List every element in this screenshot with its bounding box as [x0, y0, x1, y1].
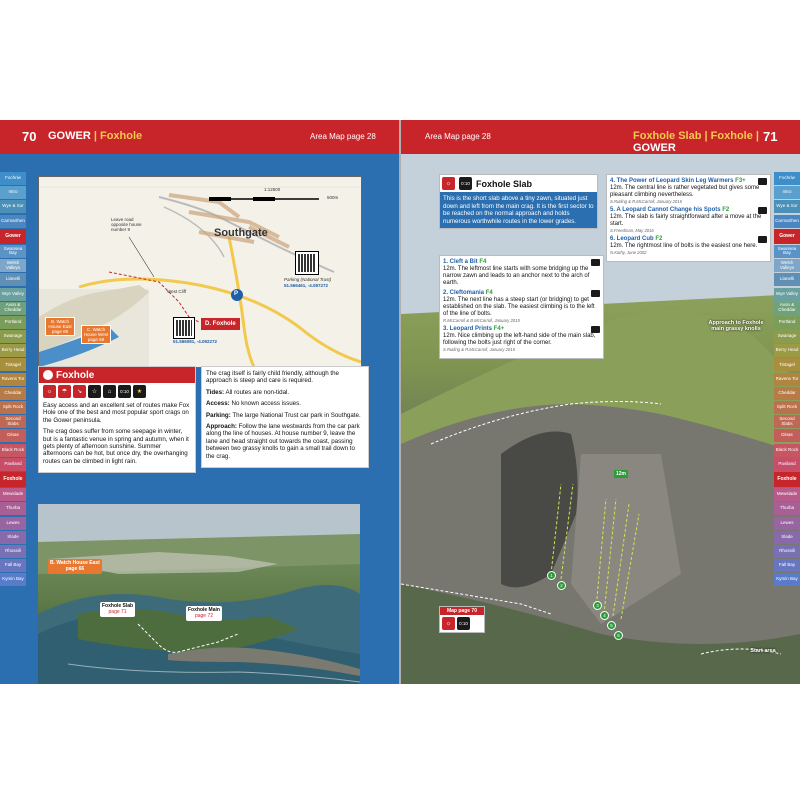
- right-tab-portland: Portland: [774, 316, 800, 329]
- access-text: No known access issues.: [229, 400, 301, 408]
- title-separator: |: [90, 130, 100, 142]
- right-tab-ravens-tor: Ravens Tor: [774, 373, 800, 386]
- left-tab-cheddar: Cheddar: [0, 387, 26, 400]
- crag-name-right: Foxhole: [710, 130, 753, 142]
- left-tab-ravens-tor: Ravens Tor: [0, 373, 26, 386]
- crag-info-box: [38, 366, 196, 473]
- left-tab-fall-bay: Fall Bay: [0, 559, 26, 572]
- right-tab-intro: Intro: [774, 186, 800, 199]
- guidebook-spread: [0, 120, 800, 684]
- crag-description-p1: Easy access and an excellent set of routes make Fox Hole one of the best and most popular sport crags on the Gower peninsula.: [43, 402, 190, 424]
- parking-note: Parking (National Trust): [284, 277, 332, 282]
- right-tab-mewslade: Mewslade: [774, 488, 800, 501]
- first-ascent: S.Freedman, May 2016: [610, 228, 654, 233]
- crag-label: D. Foxhole: [201, 318, 240, 330]
- route-name: 2. Cleftomania: [443, 290, 485, 296]
- lane-note: Leave road opposite house number 9: [111, 217, 142, 232]
- tag3-page: page 72: [194, 612, 214, 619]
- right-tab-black-rock: Black Rock: [774, 444, 800, 457]
- access-intro: The crag itself is fairly child friendly, although the approach is steep and care is required.: [206, 370, 339, 385]
- route-marker-1: 1: [547, 571, 556, 580]
- first-ascent: S.Rutling & R.McCarroll, January 2015: [443, 347, 515, 352]
- right-tab-foxhole: Foxhole: [774, 472, 800, 487]
- left-tab-kymin-bay: Kymin Bay: [0, 573, 26, 586]
- start-area-label: Start area: [750, 648, 776, 654]
- access-info: [206, 400, 364, 407]
- route-list-right: [606, 174, 771, 262]
- star-icon: ☆: [88, 385, 101, 398]
- page-number: 70: [22, 129, 37, 144]
- height-marker: 12m: [616, 471, 627, 477]
- route-grade: F4: [479, 259, 487, 265]
- title-separator-right: |: [701, 130, 711, 142]
- route-name: 6. Leopard Cub: [610, 236, 654, 242]
- route-description: 12m. The rightmost line of bolts is the easiest one here.: [610, 243, 758, 249]
- page-number-right: 71: [763, 129, 778, 144]
- map-page-label: Map page 70: [440, 607, 484, 615]
- crag-coords: 51.566081, -4.092272: [173, 339, 218, 344]
- route-entry: [610, 207, 767, 233]
- camera-icon: [591, 259, 600, 266]
- right-tab-llanelli: Llanelli: [774, 273, 800, 286]
- aerial-tag-watch-house-east: [48, 559, 102, 574]
- parking-info: [206, 412, 364, 419]
- village-label: Southgate: [214, 227, 268, 239]
- crag-description: [39, 400, 195, 472]
- right-tab-carmarthen: Carmarthen: [774, 215, 800, 228]
- crag-title-icon: [43, 370, 53, 380]
- right-page-header: [401, 120, 800, 154]
- area-map-ref-right: Area Map page 28: [425, 132, 491, 141]
- route-entry: [443, 326, 600, 352]
- route-marker-4: 4: [600, 611, 609, 620]
- route-marker-5: 5: [607, 621, 616, 630]
- crag-info-title-text: Foxhole: [56, 369, 95, 381]
- right-tab-kymin-bay: Kymin Bay: [774, 573, 800, 586]
- tag2-page: page 71: [108, 608, 127, 615]
- map-page-icons: [440, 615, 484, 632]
- family-icon: ⌂: [103, 385, 116, 398]
- route-description: 12m. The next line has a steep start (or bridging) to get established on the slab. The easiest climbing is to the left of the line of bolts.: [443, 297, 595, 317]
- tides-text: All routes are non-tidal.: [224, 388, 290, 396]
- right-tab-swanage: Swanage: [774, 330, 800, 343]
- right-tab-berry-head: Berry Head: [774, 344, 800, 357]
- sector-info-box: [439, 174, 598, 229]
- left-tab-dinas: Dinas: [0, 429, 26, 442]
- left-tab-avon-cheddar: Avon & Cheddar: [0, 302, 26, 315]
- route-grade: F4+: [493, 326, 505, 332]
- access-label: Access:: [206, 400, 230, 408]
- route-marker-2: 2: [557, 581, 566, 590]
- left-tab-gower: Gower: [0, 229, 26, 244]
- title-separator-right-2: |: [752, 130, 759, 142]
- parking-coords: 51.566461, -4.087272: [284, 283, 329, 288]
- route-entry: [443, 259, 600, 287]
- sector-title: Foxhole Slab: [476, 178, 533, 189]
- sun-icon: ☼: [43, 385, 56, 398]
- first-ascent: S.Rutling & R.McCarroll, January 2015: [610, 199, 682, 204]
- sector-name: Foxhole Slab: [633, 130, 702, 142]
- rating-icon: ★: [133, 385, 146, 398]
- scale-label: 1:12500: [264, 187, 281, 192]
- approach-label: Approach to Foxhole main grassy knolls: [708, 320, 764, 332]
- aerial-tag-foxhole-slab: [100, 602, 135, 617]
- left-tab-second-slabs: Second Slabs: [0, 415, 26, 428]
- route-grade: F3+: [735, 178, 746, 184]
- route-name: 1. Cleft a Bit: [443, 259, 478, 265]
- crag-info-title: [39, 367, 195, 383]
- left-tab-fochriw: Fochriw: [0, 172, 26, 185]
- aerial-graphic: [38, 504, 360, 684]
- right-tab-lewes: Lewes: [774, 517, 800, 530]
- camera-icon: [758, 236, 767, 243]
- right-tab-swansea-bay: Swansea Bay: [774, 245, 800, 258]
- route-description: 12m. The leftmost line starts with some bridging up the narrow zawn and leads to an anchor next to the arch of earth.: [443, 266, 590, 286]
- watch-house-east-box: B. Watch House East page 66: [45, 317, 75, 336]
- area-name-right: GOWER: [633, 142, 676, 154]
- tag1-page: page 66: [65, 565, 85, 572]
- route-marker-3: 3: [593, 601, 602, 610]
- approach-time-icon: 0:10: [118, 385, 131, 398]
- left-tab-berry-head: Berry Head: [0, 344, 26, 357]
- left-index-tabs: [0, 172, 26, 587]
- crag-icons: [39, 383, 195, 400]
- left-tab-swansea-bay: Swansea Bay: [0, 245, 26, 258]
- area-name: GOWER: [48, 130, 91, 142]
- left-tab-rhossili: Rhossili: [0, 545, 26, 558]
- first-ascent: N.Kathy, June 2002: [610, 250, 647, 255]
- left-tab-foxhole: Foxhole: [0, 472, 26, 487]
- left-tab-mewslade: Mewslade: [0, 488, 26, 501]
- access-info-box: [201, 366, 369, 468]
- right-tab-wye-sor: Wye & Sor: [774, 200, 800, 213]
- route-name: 3. Leopard Prints: [443, 326, 493, 332]
- left-tab-intro: Intro: [0, 186, 26, 199]
- left-tab-swanage: Swanage: [0, 330, 26, 343]
- right-tab-fall-bay: Fall Bay: [774, 559, 800, 572]
- left-page-header: [0, 120, 399, 154]
- left-tab-split-rock: Split Rock: [0, 401, 26, 414]
- route-entry: [610, 178, 767, 204]
- first-ascent: R.McCarroll & B.McCarroll, January 2015: [443, 318, 520, 323]
- right-tab-welsh-valleys: Welsh Valleys: [774, 259, 800, 272]
- right-page: [401, 120, 800, 684]
- right-tab-rhossili: Rhossili: [774, 545, 800, 558]
- route-description: 12m. The slab is fairly straightforward after a move at the start.: [610, 214, 762, 227]
- approach-info: [206, 423, 364, 460]
- camera-icon: [758, 178, 767, 185]
- aerial-tag-foxhole-main: [186, 606, 222, 621]
- route-marker-6: 6: [614, 631, 623, 640]
- right-tab-wye-valley: Wye Valley: [774, 288, 800, 301]
- route-grade: F2: [722, 207, 730, 213]
- steep-icon: ↘: [73, 385, 86, 398]
- left-tab-llanelli: Llanelli: [0, 273, 26, 286]
- right-tab-paviland: Paviland: [774, 458, 800, 471]
- tag1-name: B. Watch House East: [50, 560, 100, 566]
- right-tab-avon-cheddar: Avon & Cheddar: [774, 302, 800, 315]
- right-tab-cheddar: Cheddar: [774, 387, 800, 400]
- left-tab-tintagel: Tintagel: [0, 358, 26, 371]
- parking-text: The large National Trust car park in Southgate.: [230, 411, 361, 419]
- left-tab-wye-valley: Wye Valley: [0, 288, 26, 301]
- right-tab-dinas: Dinas: [774, 429, 800, 442]
- route-grade: F4: [485, 290, 493, 296]
- right-tab-slade: Slade: [774, 531, 800, 544]
- parking-icon: P: [234, 291, 239, 297]
- left-tab-paviland: Paviland: [0, 458, 26, 471]
- parking-label: Parking:: [206, 411, 231, 419]
- sector-description: This is the short slab above a tiny zawn, situated just down and left from the main crag. It is the first sector to be reached on the normal approach and holds numerous worthwhile routes in the lower grades.: [440, 192, 597, 228]
- sun-icon: ☼: [442, 177, 455, 190]
- camera-icon: [758, 207, 767, 214]
- right-tab-thurba: Thurba: [774, 502, 800, 515]
- watch-house-west-box: C. Watch House West page 68: [81, 325, 111, 344]
- map-page-box: [439, 606, 485, 633]
- left-tab-welsh-valleys: Welsh Valleys: [0, 259, 26, 272]
- left-tab-carmarthen: Carmarthen: [0, 215, 26, 228]
- camera-icon: [591, 290, 600, 297]
- left-tab-slade: Slade: [0, 531, 26, 544]
- approach-time-icon: 0:10: [459, 177, 472, 190]
- route-entry: [443, 290, 600, 323]
- page-title: [48, 130, 142, 142]
- tag3-name: Foxhole Main: [188, 607, 220, 613]
- rain-icon: ☂: [58, 385, 71, 398]
- route-list-left: [439, 255, 604, 359]
- tides-label: Tides:: [206, 388, 225, 396]
- left-tab-portland: Portland: [0, 316, 26, 329]
- scale-end-label: 500m: [327, 195, 339, 200]
- tag2-name: Foxhole Slab: [102, 603, 134, 609]
- approach-text: Follow the lane westwards from the car park along the line of houses. At house number 9, leave the lane and head straight out towards the coast, passing between two grassy knolls to gain a small trail down to the crag.: [206, 423, 360, 460]
- approach-label: Approach:: [206, 423, 237, 431]
- route-description: 12m. Nice climbing up the left-hand side of the main slab, following the bolts just right of the corner.: [443, 333, 596, 346]
- route-grade: F2: [655, 236, 663, 242]
- tides-info: [206, 389, 364, 396]
- approach-time-icon: 0:10: [457, 617, 470, 630]
- left-tab-thurba: Thurba: [0, 502, 26, 515]
- right-tab-fochriw: Fochriw: [774, 172, 800, 185]
- location-map: [38, 176, 362, 368]
- sun-icon: ☼: [442, 617, 455, 630]
- route-description: 12m. The central line is rather vegetated but gives some pleasant climbing nevertheless.: [610, 185, 760, 198]
- right-tab-split-rock: Split Rock: [774, 401, 800, 414]
- right-tab-second-slabs: Second Slabs: [774, 415, 800, 428]
- parking-qr-code: [295, 251, 319, 275]
- area-map-ref: Area Map page 28: [310, 132, 376, 141]
- right-index-tabs: [774, 172, 800, 587]
- left-tab-wye-sor: Wye & Sor: [0, 200, 26, 213]
- route-entry: [610, 236, 767, 255]
- route-name: 4. The Power of Leopard Skin Leg Warmers: [610, 178, 734, 184]
- aerial-photo: [38, 504, 360, 684]
- left-tab-lewes: Lewes: [0, 517, 26, 530]
- sector-header: [440, 175, 597, 192]
- camera-icon: [591, 326, 600, 333]
- west-cliff-label: West Cliff: [167, 289, 187, 294]
- route-name: 5. A Leopard Cannot Change his Spots: [610, 207, 721, 213]
- crag-name: Foxhole: [99, 130, 143, 142]
- right-tab-tintagel: Tintagel: [774, 358, 800, 371]
- right-tab-gower: Gower: [774, 229, 800, 244]
- crag-description-p2: The crag does suffer from some seepage in winter, but is a fantastic venue in spring and autumn, when it gets plenty of afternoon sunshine. Summer afternoons can be hot, but once dry, the overhanging routes can be climbed in light rain.: [43, 428, 189, 465]
- left-tab-black-rock: Black Rock: [0, 444, 26, 457]
- crag-qr-code: [173, 317, 195, 339]
- left-page: [0, 120, 399, 684]
